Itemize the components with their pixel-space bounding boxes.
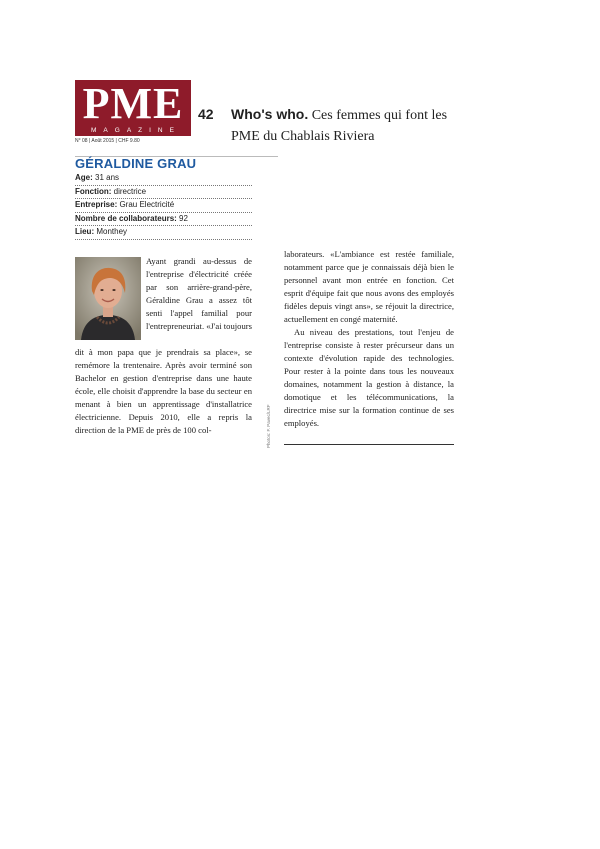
fact-age [75,172,252,186]
photo-credit: Photos: F. Pavec/LRF [266,404,271,448]
fact-location [75,226,252,240]
fact-label: Lieu: [75,227,95,237]
headline-rest: Ces femmes qui font les PME du Chablais Riviera [231,108,448,144]
article-paragraph: Au niveau des prestations, tout l'enjeu de l'entreprise consiste à rester précurseur dans un contexte d'évolution rapide des technologies. Pour rester à la pointe dans tous les nouveaux domaines, notamment la gestion à distance, la domotique et les télécommunications, la directrice mise sur la formation continue de ses employés. [284,327,454,428]
pme-magazine-logo [75,80,191,136]
fact-employees [75,213,252,227]
fact-value: 31 ans [92,173,120,182]
fact-value: directrice [111,186,147,196]
article-col2 [284,248,454,430]
profile-name: GÉRALDINE GRAU [75,156,197,171]
headline-bold: Who's who. [231,106,309,122]
page-number: 42 [198,106,214,122]
profile-facts [75,172,252,240]
article-col1-wrap [146,255,252,333]
fact-function [75,186,252,200]
fact-value: Grau Electricité [117,200,175,210]
fact-value: 92 [176,213,188,223]
fact-value: Monthey [94,227,128,237]
fact-label: Entreprise: [75,200,118,210]
fact-label: Age: [75,173,93,182]
logo-subtitle: MAGAZINE [91,127,181,134]
article-paragraph: laborateurs. «L'ambiance est restée familiale, notamment parce que je connaissais déjà bien le personnel avant mon entrée en fonction. Cet esprit d'équipe fait que nous avons des employés fidèles depuis vingt ans», se réjouit la directrice, actuellement en congé maternité. [284,249,454,324]
logo-text: PME [82,79,184,128]
fact-company [75,199,252,213]
headline [231,104,471,147]
portrait-photo [75,257,141,340]
article-paragraph: Ayant grandi au-dessus de l'entreprise d'électricité créée par son arrière-grand-père, Géraldine Grau a assez tôt senti l'appel familial pour l'entrepreneuriat. «J'ai toujours [146,256,252,331]
article-col1 [75,346,252,437]
fact-label: Fonction: [75,186,112,196]
fact-label: Nombre de collaborateurs: [75,213,177,223]
article-end-rule [284,444,454,445]
issue-line: N° 08 | Août 2015 | CHF 9.80 [75,138,140,144]
article-paragraph: dit à mon papa que je prendrais sa place», se remémore la trentenaire. Après avoir terminé son Bachelor en gestion d'entreprise dans une haute école, elle choisit d'apprendre la base du secteur en menant à bien un apprentissage d'installatrice électricienne. Depuis 2010, elle a repris la direction de la PME de près de 100 col- [75,347,252,435]
